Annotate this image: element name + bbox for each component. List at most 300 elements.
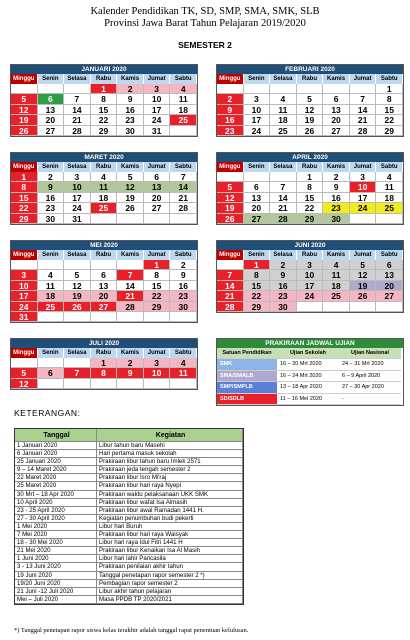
day-cell: 28: [350, 126, 377, 136]
keterangan-row: [15, 547, 243, 555]
empty-cell: [244, 84, 271, 94]
weekday-label: Sabtu: [170, 250, 197, 260]
empty-cell: [117, 260, 144, 270]
day-cell: 3: [144, 358, 171, 368]
weekday-label: Sabtu: [170, 162, 197, 172]
day-cell: 7: [270, 182, 297, 192]
day-cell: 17: [144, 105, 171, 115]
day-cell: 7: [64, 94, 91, 104]
date-cell: 10 April 2020: [15, 499, 97, 507]
activity-cell: Prakiraan jeda tengah semester 2: [97, 466, 243, 474]
day-cell: 31: [144, 126, 171, 136]
empty-cell: [170, 214, 197, 224]
day-cell: 6: [244, 182, 271, 192]
weekday-label: Jumat: [144, 250, 171, 260]
day-cell: 22: [144, 291, 171, 301]
weekday-label: Kamis: [117, 250, 144, 260]
day-cell: 11: [91, 182, 118, 192]
date-cell: 3 - 13 Juni 2020: [15, 563, 97, 571]
keterangan-row: [15, 515, 243, 523]
day-cell: 29: [11, 214, 38, 224]
weekday-header: [11, 348, 197, 358]
month-april: [216, 152, 404, 225]
date-cell: Mei – Juli 2020: [15, 596, 97, 604]
exam-date-cell: 24 – 31 Mrt 2020: [339, 359, 401, 370]
keterangan-row: [15, 474, 243, 482]
day-cell: 8: [297, 182, 324, 192]
activity-cell: Tanggal penetapan rapor semester 2 *): [97, 572, 243, 580]
empty-cell: [38, 84, 65, 94]
day-cell: 17: [244, 115, 271, 125]
day-cell: 25: [376, 203, 403, 213]
day-cell: 6: [38, 368, 65, 378]
keterangan-row: [15, 539, 243, 547]
weekday-label: Jumat: [144, 74, 171, 84]
day-cell: 28: [270, 214, 297, 224]
day-cell: 22: [244, 291, 271, 301]
month-grid: [11, 172, 197, 224]
empty-cell: [350, 214, 377, 224]
day-cell: 27: [244, 214, 271, 224]
empty-cell: [91, 379, 118, 389]
day-cell: 30: [38, 214, 65, 224]
day-cell: 26: [117, 203, 144, 213]
day-cell: 4: [376, 172, 403, 182]
keterangan-row: [15, 507, 243, 515]
day-cell: 23: [323, 203, 350, 213]
activity-cell: Hari pertama masuk sekolah: [97, 450, 243, 458]
day-cell: 18: [270, 115, 297, 125]
keterangan-row: [15, 563, 243, 571]
day-cell: 6: [323, 94, 350, 104]
exam-header-cell: Ujian Sekolah: [277, 348, 339, 359]
day-cell: 29: [376, 126, 403, 136]
month-grid: [217, 84, 403, 136]
exam-date-cell: 6 – 9 April 2020: [339, 371, 401, 382]
day-cell: 3: [297, 260, 324, 270]
keterangan-row: [15, 466, 243, 474]
activity-cell: Prakiraan libur Kenaikan Isa Al Masih: [97, 547, 243, 555]
day-cell: 5: [217, 182, 244, 192]
keterangan-row: [15, 596, 243, 604]
weekday-label: Minggu: [11, 250, 38, 260]
weekday-label: Selasa: [270, 162, 297, 172]
day-cell: 4: [91, 172, 118, 182]
month-january: [10, 64, 198, 137]
activity-cell: Libur akhir tahun pelajaran: [97, 588, 243, 596]
weekday-label: Jumat: [350, 250, 377, 260]
day-cell: 5: [297, 94, 324, 104]
day-cell: 1: [91, 84, 118, 94]
day-cell: 26: [11, 126, 38, 136]
weekday-label: Rabu: [91, 74, 118, 84]
day-cell: 8: [144, 270, 171, 280]
keterangan-row: [15, 458, 243, 466]
weekday-label: Senin: [244, 250, 271, 260]
empty-cell: [11, 84, 38, 94]
day-cell: 13: [323, 105, 350, 115]
empty-cell: [244, 172, 271, 182]
day-cell: 25: [270, 126, 297, 136]
empty-cell: [270, 84, 297, 94]
day-cell: 29: [144, 302, 171, 312]
day-cell: 4: [323, 260, 350, 270]
empty-cell: [217, 260, 244, 270]
weekday-label: Sabtu: [170, 74, 197, 84]
day-cell: 10: [244, 105, 271, 115]
activity-cell: Prakiraan waktu pelaksanaan UKK SMK: [97, 491, 243, 499]
weekday-header: [11, 250, 197, 260]
weekday-label: Senin: [244, 162, 271, 172]
day-cell: 12: [297, 105, 324, 115]
day-cell: 16: [117, 105, 144, 115]
weekday-label: Senin: [38, 348, 65, 358]
month-june: [216, 240, 404, 313]
empty-cell: [350, 84, 377, 94]
day-cell: 12: [11, 379, 38, 389]
keterangan-row: [15, 442, 243, 450]
empty-cell: [64, 358, 91, 368]
day-cell: 1: [376, 84, 403, 94]
day-cell: 26: [297, 126, 324, 136]
activity-cell: Prakiraan libur tahun baru Imlek 2571: [97, 458, 243, 466]
weekday-header: [217, 162, 403, 172]
footnote: *) Tanggal penetapan rapor siswa kelas terakhir adalah tanggal rapat penentuan kelulusan.: [14, 627, 249, 634]
day-cell: 2: [117, 358, 144, 368]
weekday-label: Sabtu: [376, 162, 403, 172]
activity-cell: Libur hari Buruh: [97, 523, 243, 531]
header-line1: Kalender Pendidikan TK, SD, SMP, SMA, SMK, SLB: [90, 6, 320, 17]
day-cell: 7: [170, 172, 197, 182]
empty-cell: [144, 312, 171, 322]
empty-cell: [91, 312, 118, 322]
day-cell: 5: [11, 368, 38, 378]
empty-cell: [11, 358, 38, 368]
day-cell: 1: [144, 260, 171, 270]
day-cell: 29: [297, 214, 324, 224]
day-cell: 5: [64, 270, 91, 280]
month-title: JANUARI 2020: [11, 65, 197, 74]
month-grid: [217, 260, 403, 312]
day-cell: 31: [64, 214, 91, 224]
day-cell: 20: [144, 193, 171, 203]
date-cell: 21 Mei 2020: [15, 547, 97, 555]
day-cell: 27: [91, 302, 118, 312]
day-cell: 20: [91, 291, 118, 301]
day-cell: 20: [323, 115, 350, 125]
empty-cell: [91, 260, 118, 270]
day-cell: 4: [38, 270, 65, 280]
date-cell: 30 Mrt – 18 Apr 2020: [15, 491, 97, 499]
day-cell: 12: [217, 193, 244, 203]
day-cell: 28: [64, 126, 91, 136]
day-cell: 21: [117, 291, 144, 301]
day-cell: 2: [217, 94, 244, 104]
weekday-label: Jumat: [144, 348, 171, 358]
empty-cell: [270, 172, 297, 182]
day-cell: 21: [270, 203, 297, 213]
exam-date-cell: 27 – 30 Apr 2020: [339, 382, 401, 393]
date-cell: 19 Juni 2020: [15, 572, 97, 580]
day-cell: 7: [64, 368, 91, 378]
day-cell: 18: [376, 193, 403, 203]
weekday-label: Minggu: [217, 250, 244, 260]
empty-cell: [376, 302, 403, 312]
weekday-header: [11, 162, 197, 172]
weekday-label: Kamis: [117, 348, 144, 358]
day-cell: 9: [117, 94, 144, 104]
weekday-label: Minggu: [11, 348, 38, 358]
exam-level-cell: SMK: [217, 359, 277, 370]
day-cell: 19: [217, 203, 244, 213]
day-cell: 7: [217, 270, 244, 280]
keterangan-title: KETERANGAN:: [14, 408, 81, 418]
empty-cell: [323, 84, 350, 94]
day-cell: 7: [350, 94, 377, 104]
activity-cell: Pembagian rapor semester 2: [97, 580, 243, 588]
day-cell: 17: [297, 281, 324, 291]
weekday-label: Selasa: [64, 74, 91, 84]
day-cell: 30: [270, 302, 297, 312]
date-cell: 1 Mei 2020: [15, 523, 97, 531]
keterangan-row: [15, 531, 243, 539]
day-cell: 23: [38, 203, 65, 213]
empty-cell: [297, 84, 324, 94]
month-title: JUNI 2020: [217, 241, 403, 250]
day-cell: 21: [64, 115, 91, 125]
day-cell: 1: [244, 260, 271, 270]
day-cell: 13: [144, 182, 171, 192]
day-cell: 15: [297, 193, 324, 203]
day-cell: 23: [270, 291, 297, 301]
date-cell: 1 Juni 2020: [15, 555, 97, 563]
day-cell: 26: [64, 302, 91, 312]
activity-cell: Prakiraan libur hari raya Waisyak: [97, 531, 243, 539]
day-cell: 13: [38, 105, 65, 115]
day-cell: 9: [38, 182, 65, 192]
day-cell: 28: [117, 302, 144, 312]
day-cell: 9: [117, 368, 144, 378]
day-cell: 23: [217, 126, 244, 136]
exam-date-cell: 16 – 24 Mrt 2020: [277, 371, 339, 382]
exam-schedule-title: PRAKIRAAN JADWAL UJIAN: [217, 339, 403, 348]
weekday-header: [217, 74, 403, 84]
empty-cell: [91, 214, 118, 224]
day-cell: 11: [38, 281, 65, 291]
weekday-label: Kamis: [117, 162, 144, 172]
day-cell: 7: [117, 270, 144, 280]
empty-cell: [38, 379, 65, 389]
weekday-label: Rabu: [297, 250, 324, 260]
date-cell: 1 Januari 2020: [15, 442, 97, 450]
empty-cell: [64, 84, 91, 94]
day-cell: 3: [144, 84, 171, 94]
weekday-label: Rabu: [91, 162, 118, 172]
day-cell: 8: [91, 368, 118, 378]
day-cell: 15: [91, 105, 118, 115]
empty-cell: [11, 260, 38, 270]
activity-cell: Prakiraan libur Isro Mi'raj: [97, 474, 243, 482]
keterangan-header-cell: Kegiatan: [97, 429, 243, 442]
day-cell: 24: [11, 302, 38, 312]
day-cell: 22: [376, 115, 403, 125]
day-cell: 2: [270, 260, 297, 270]
day-cell: 28: [170, 203, 197, 213]
keterangan-row: [15, 523, 243, 531]
weekday-label: Selasa: [64, 250, 91, 260]
empty-cell: [38, 312, 65, 322]
exam-schedule-table: [216, 338, 404, 406]
day-cell: 12: [64, 281, 91, 291]
day-cell: 19: [64, 291, 91, 301]
day-cell: 2: [170, 260, 197, 270]
day-cell: 16: [38, 193, 65, 203]
keterangan-row: [15, 450, 243, 458]
keterangan-row: [15, 482, 243, 490]
weekday-label: Sabtu: [376, 74, 403, 84]
day-cell: 2: [323, 172, 350, 182]
month-title: APRIL 2020: [217, 153, 403, 162]
day-cell: 14: [170, 182, 197, 192]
day-cell: 12: [11, 105, 38, 115]
date-cell: 7 Mei 2020: [15, 531, 97, 539]
month-grid: [11, 358, 197, 389]
activity-cell: Prakiraan libur awal Ramadan 1441 H.: [97, 507, 243, 515]
day-cell: 16: [170, 281, 197, 291]
keterangan-header-cell: Tanggal: [15, 429, 97, 442]
weekday-label: Senin: [38, 250, 65, 260]
empty-cell: [144, 214, 171, 224]
day-cell: 12: [350, 270, 377, 280]
day-cell: 6: [91, 270, 118, 280]
exam-header-cell: Satuan Pendidikan: [217, 348, 277, 359]
day-cell: 9: [170, 270, 197, 280]
date-cell: 22 Maret 2020: [15, 474, 97, 482]
date-cell: 25 Maret 2020: [15, 482, 97, 490]
activity-cell: Prakiraan penilaian akhir tahun: [97, 563, 243, 571]
month-grid: [217, 172, 403, 224]
day-cell: 10: [297, 270, 324, 280]
exam-level-cell: SMA/SMALB: [217, 371, 277, 382]
day-cell: 4: [170, 358, 197, 368]
activity-cell: Libur hari raya Idul Fitri 1441 H: [97, 539, 243, 547]
weekday-header: [217, 250, 403, 260]
day-cell: 21: [170, 193, 197, 203]
day-cell: 9: [323, 182, 350, 192]
exam-date-cell: 11 – 16 Mei 2020: [277, 394, 339, 405]
weekday-label: Jumat: [350, 162, 377, 172]
empty-cell: [64, 379, 91, 389]
exam-row: [217, 382, 403, 393]
day-cell: 27: [376, 291, 403, 301]
day-cell: 4: [170, 84, 197, 94]
day-cell: 8: [244, 270, 271, 280]
date-cell: 23 - 25 April 2020: [15, 507, 97, 515]
exam-header-cell: Ujian Nasional: [339, 348, 401, 359]
keterangan-row: [15, 555, 243, 563]
day-cell: 8: [11, 182, 38, 192]
activity-cell: Libur hari lahir Pancasila: [97, 555, 243, 563]
month-title: FEBRUARI 2020: [217, 65, 403, 74]
day-cell: 16: [323, 193, 350, 203]
day-cell: 1: [91, 358, 118, 368]
month-february: [216, 64, 404, 137]
day-cell: 1: [297, 172, 324, 182]
day-cell: 21: [350, 115, 377, 125]
day-cell: 17: [64, 193, 91, 203]
empty-cell: [217, 84, 244, 94]
day-cell: 23: [117, 115, 144, 125]
day-cell: 21: [217, 291, 244, 301]
day-cell: 11: [376, 182, 403, 192]
day-cell: 22: [11, 203, 38, 213]
day-cell: 11: [270, 105, 297, 115]
day-cell: 19: [350, 281, 377, 291]
day-cell: 27: [144, 203, 171, 213]
day-cell: 15: [244, 281, 271, 291]
day-cell: 2: [117, 84, 144, 94]
empty-cell: [144, 379, 171, 389]
day-cell: 10: [11, 281, 38, 291]
day-cell: 16: [270, 281, 297, 291]
day-cell: 6: [376, 260, 403, 270]
day-cell: 23: [170, 291, 197, 301]
date-cell: 25 Januari 2020: [15, 458, 97, 466]
day-cell: 14: [117, 281, 144, 291]
activity-cell: Masa PPDB TP 2020/2021: [97, 596, 243, 604]
weekday-label: Jumat: [144, 162, 171, 172]
day-cell: 15: [376, 105, 403, 115]
empty-cell: [117, 379, 144, 389]
keterangan-row: [15, 588, 243, 596]
day-cell: 10: [144, 94, 171, 104]
day-cell: 3: [350, 172, 377, 182]
weekday-label: Rabu: [91, 250, 118, 260]
keterangan-row: [15, 491, 243, 499]
day-cell: 17: [11, 291, 38, 301]
weekday-label: Minggu: [217, 162, 244, 172]
day-cell: 26: [350, 291, 377, 301]
exam-row: [217, 394, 403, 405]
weekday-label: Kamis: [323, 162, 350, 172]
day-cell: 17: [350, 193, 377, 203]
day-cell: 20: [244, 203, 271, 213]
day-cell: 18: [323, 281, 350, 291]
empty-cell: [117, 312, 144, 322]
day-cell: 19: [11, 115, 38, 125]
exam-level-cell: SMP/SMPLB: [217, 382, 277, 393]
day-cell: 20: [376, 281, 403, 291]
month-title: MARET 2020: [11, 153, 197, 162]
month-title: JULI 2020: [11, 339, 197, 348]
weekday-label: Rabu: [297, 162, 324, 172]
exam-header-row: [217, 348, 403, 359]
day-cell: 3: [64, 172, 91, 182]
day-cell: 24: [350, 203, 377, 213]
exam-date-cell: 16 – 20 Mrt 2020: [277, 359, 339, 370]
month-grid: [11, 260, 197, 322]
day-cell: 25: [323, 291, 350, 301]
empty-cell: [376, 214, 403, 224]
day-cell: 11: [323, 270, 350, 280]
day-cell: 24: [297, 291, 324, 301]
day-cell: 31: [11, 312, 38, 322]
day-cell: 13: [376, 270, 403, 280]
month-may: [10, 240, 198, 323]
empty-cell: [38, 358, 65, 368]
day-cell: 30: [323, 214, 350, 224]
keterangan-header-row: [15, 429, 243, 442]
